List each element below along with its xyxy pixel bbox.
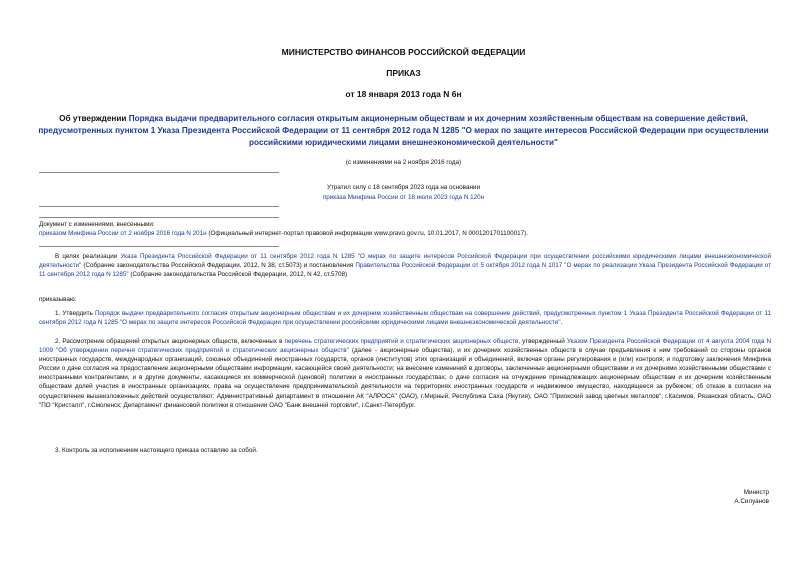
changes-label: Документ с изменениями, внесенными: [39, 221, 155, 228]
preamble-text: (Собрание законодательства Российской Федерации, 2012, N 42, ст.5708) [128, 271, 348, 279]
preamble-text: В целях реализации [55, 253, 121, 260]
signature-name: А.Силуанов [734, 498, 769, 505]
item-1 [39, 309, 771, 327]
order-word: приказываю: [39, 296, 77, 303]
changes-link[interactable]: приказом Минфина России от 2 ноября 2016 года N 201н [39, 230, 207, 238]
item-3: 3. Контроль за исполнением настоящего приказа оставляю за собой. [55, 447, 258, 454]
item-2-text: (далее - акционерные общества), и их дочерних хозяйственных обществ в случае предъявления к ним требований со стороны органов иностранных государств, международных организаций, союзных объединений иностранных государств, органов (институтов) этих организаций и объединений, включая органы регулирования и (или) контроля, и подготовку заключения Минфина России о даче согласия на предоставление акционерными обществами информации, касающейся своей деятельности; на внесение изменений в договоры, заключенные акционерными обществами и их дочерними хозяйственными обществами с иностранными контрагентами, и в другие документы, касающиеся их коммерческой (ценовой) политики в иностранных государствах; о даче согласия на отчуждение принадлежащих акционерным обществам и их дочерним хозяйственным обществам долей участия в иностранных организациях, права на осуществление предпринимательской деятельности на территориях иностранных государств и недвижимое имущество, находящееся за рубежом; об отказе в согласии на осуществление вышеизложенных действий осуществляют: Административный департамент в отношении АК "АЛРОСА" (ОАО), г.Мирный, Республика Саха (Якутия), ОАО "Приокский завод цветных металлов", г.Касимов, Рязанская область, ОАО "ПО "Кристалл", г.Смоленск; Департамент финансовой политики в отношении ОАО "Банк внешней торговли", г.Санкт-Петербург. [39, 347, 771, 409]
preamble-paragraph [39, 252, 771, 279]
void-notice-link[interactable]: приказа Минфина России от 18 июля 2023 года N 120н [322, 194, 485, 201]
item-1-procedure-link[interactable]: Порядок выдачи предварительного согласия открытым акционерным обществам и их дочерним хозяйственным обществам на совершение действий, предусмотренных пунктом 1 Указа Президента Российской Федерации от 11 сентября 2012 года N 1285 "О мерах по защите интересов Российской Федерации при осуществлении российскими юридическими лицами внешнеэкономической деятельности" [39, 310, 772, 327]
changes-block [39, 220, 779, 238]
divider [39, 246, 279, 247]
void-notice-text: Утратил силу с 18 сентября 2023 года на основании [327, 184, 480, 191]
item-1-text: 1. Утвердить [55, 310, 95, 317]
preamble-decree-link[interactable]: Указа Президента Российской Федерации от 11 сентября 2012 года N 1285 "О мерах по защите интересов Российской Федерации при осуществлении российскими юридическими лицами внешнеэкономической деятельности" [39, 253, 771, 270]
doc-type-heading: ПРИКАЗ [386, 68, 421, 78]
item-2-text: , утвержденный [518, 338, 567, 345]
item-2-decree-link[interactable]: Указом Президента Российской Федерации от 4 августа 2004 года N 1009 "Об утверждении перечня стратегических предприятий и стратегических акционерных обществ" [39, 338, 771, 355]
changes-line [39, 229, 779, 238]
item-2-text: 2. Рассмотрение обращений открытых акционерных обществ, включенных в [55, 338, 285, 345]
item-1-text: . [560, 319, 563, 327]
divider [39, 206, 279, 207]
item-2 [39, 337, 771, 410]
signature-position: Министр [743, 489, 769, 496]
changes-rest: (Официальный интернет-портал правовой информации www.pravo.gov.ru, 10.01.2017, N 0001201701100017). [206, 230, 528, 238]
date-number-heading: от 18 января 2013 года N 6н [345, 89, 462, 99]
title-link[interactable]: Порядка выдачи предварительного согласия открытым акционерным обществам и их дочерним хозяйственным обществам на совершение действий, предусмотренных пунктом 1 Указа Президента Российской Федерации от 11 сентября 2012 года N 1285 "О мерах по защите интересов Российской Федерации при осуществлении российскими юридическими лицами внешнеэкономической деятельности" [38, 114, 769, 147]
ministry-heading: МИНИСТЕРСТВО ФИНАНСОВ РОССИЙСКОЙ ФЕДЕРАЦИИ [281, 47, 526, 57]
item-2-list-link[interactable]: перечень стратегических предприятий и стратегических акционерных обществ [284, 338, 519, 345]
signature-block [734, 488, 769, 506]
title-prefix: Об утверждении [59, 114, 129, 123]
preamble-text: (Собрание законодательства Российской Федерации, 2012, N 38, ст.5073) и постановления [81, 262, 356, 270]
document-title [30, 113, 777, 149]
preamble-government-link[interactable]: Правительства Российской Федерации от 5 октября 2012 года N 1017 "О мерах по реализации Указа Президента Российской Федерации от 11 сентября 2012 года N 1285" [39, 262, 771, 279]
amended-note: (с изменениями на 2 ноября 2016 года) [345, 159, 462, 166]
divider [39, 172, 279, 173]
divider [39, 217, 279, 218]
